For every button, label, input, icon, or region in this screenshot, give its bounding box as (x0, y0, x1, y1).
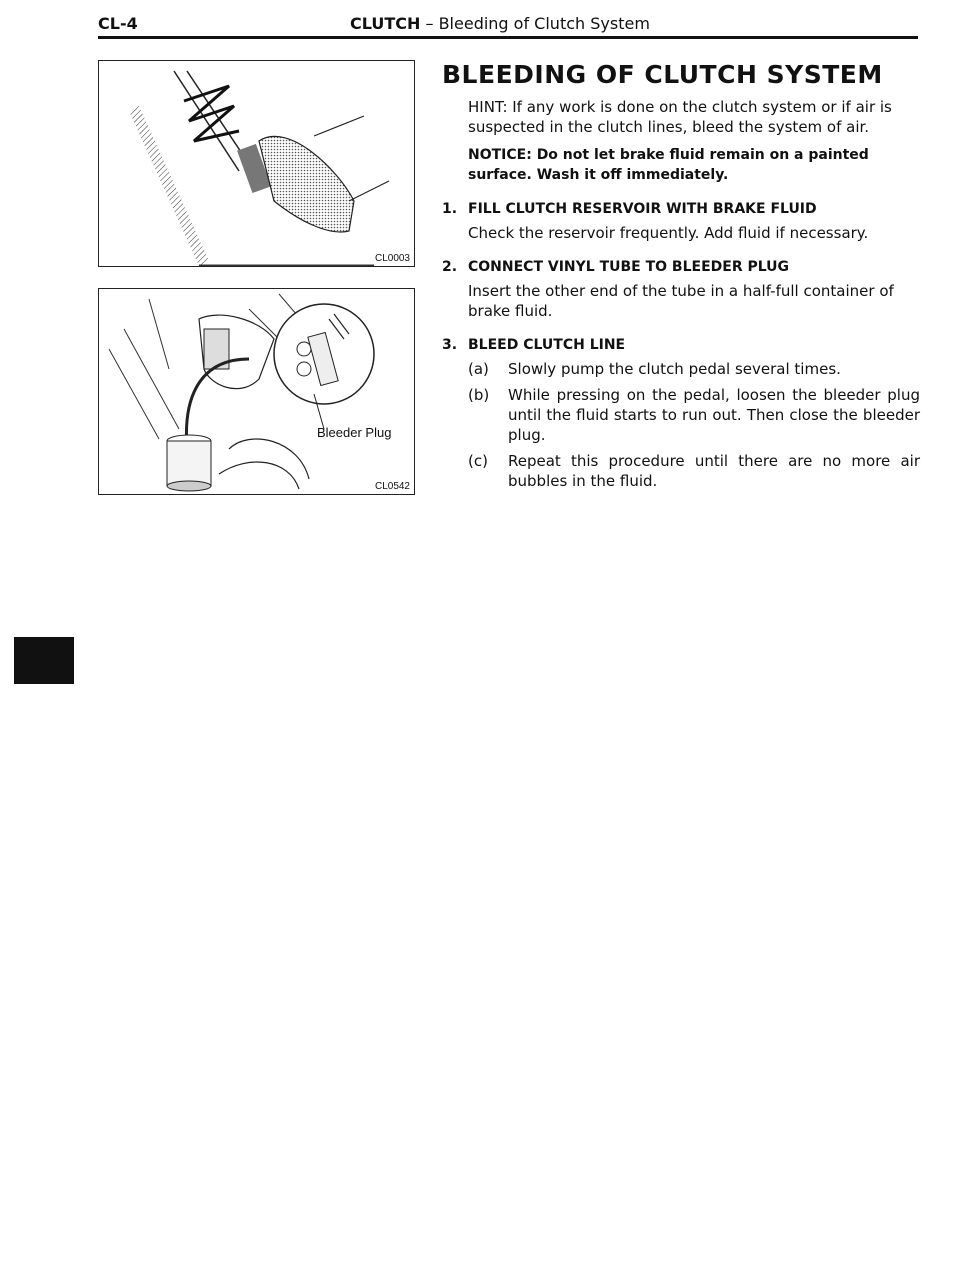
notice-text: NOTICE: Do not let brake fluid remain on a painted surface. Wash it off immediately. (468, 147, 869, 183)
step-number: 1. (442, 201, 458, 217)
substep-text: Repeat this procedure until there are no more air bubbles in the fluid. (508, 452, 920, 490)
step-number: 2. (442, 259, 458, 275)
clutch-pedal-illustration (99, 61, 414, 266)
step-1 (442, 201, 920, 243)
section-name: CLUTCH (350, 14, 421, 33)
step-3 (442, 337, 920, 491)
procedure-text (442, 60, 920, 491)
figure-bleeder-plug (98, 288, 415, 495)
page-header (98, 12, 918, 36)
substep-b (468, 385, 920, 445)
figure-code: CL0542 (374, 481, 410, 492)
section-code: CL-4 (98, 14, 138, 33)
hint-text: HINT: If any work is done on the clutch system or if air is suspected in the clutch lines, bleed the system of air. (468, 98, 892, 136)
step-body: Check the reservoir frequently. Add fluid if necessary. (468, 224, 869, 242)
header-rule (98, 36, 918, 39)
substep-c (468, 451, 920, 491)
substep-label: (b) (468, 386, 490, 404)
section-subtitle: – Bleeding of Clutch System (420, 14, 650, 33)
bleeder-plug-illustration (99, 289, 414, 494)
bleeder-plug-callout: Bleeder Plug (317, 425, 392, 440)
substep-text: While pressing on the pedal, loosen the bleeder plug until the fluid starts to run out. Then close the bleeder plug. (508, 386, 920, 444)
figure-clutch-pedal (98, 60, 415, 267)
step-body: Insert the other end of the tube in a half-full container of brake fluid. (468, 282, 894, 320)
figure-code: CL0003 (374, 253, 410, 264)
step-title: FILL CLUTCH RESERVOIR WITH BRAKE FLUID (468, 201, 817, 217)
step-title: BLEED CLUTCH LINE (468, 337, 626, 353)
section-title (350, 14, 650, 33)
section-tab-marker (14, 637, 74, 684)
step-2 (442, 259, 920, 321)
step-title: CONNECT VINYL TUBE TO BLEEDER PLUG (468, 259, 790, 275)
substep-text: Slowly pump the clutch pedal several times. (508, 360, 841, 378)
page-heading: BLEEDING OF CLUTCH SYSTEM (442, 60, 883, 89)
substep-label: (c) (468, 452, 488, 470)
substep-a (468, 359, 920, 379)
substep-label: (a) (468, 360, 489, 378)
step-number: 3. (442, 337, 458, 353)
